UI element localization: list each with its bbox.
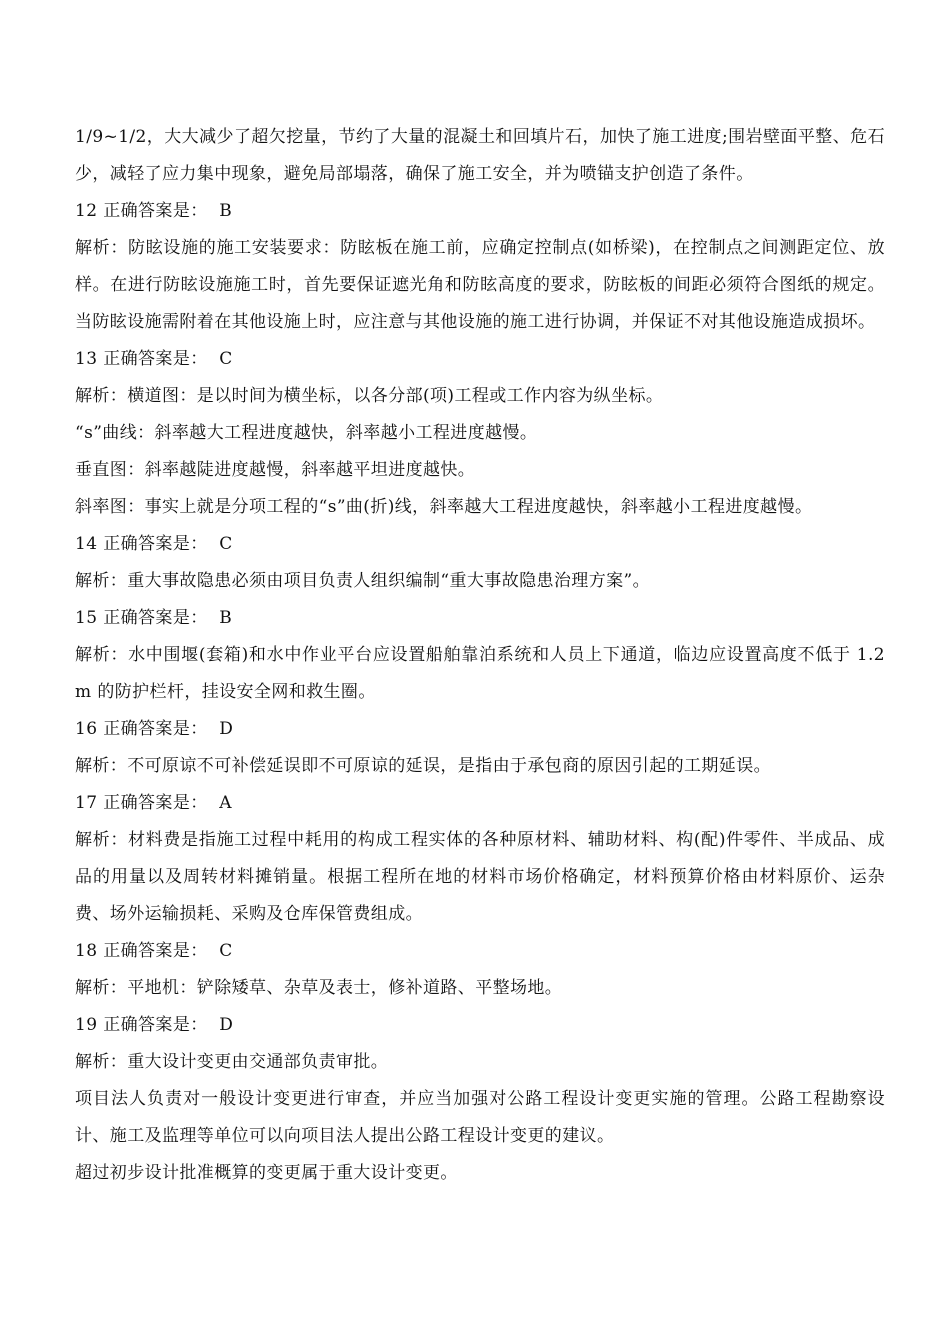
explanation-13-vertical-chart: 垂直图：斜率越陡进度越慢，斜率越平坦进度越快。 — [75, 460, 476, 480]
explanation-18: 解析：平地机：铲除矮草、杂草及表士，修补道路、平整场地。 — [75, 978, 563, 998]
answer-19: 19 正确答案是： D — [75, 1015, 234, 1035]
answer-18: 18 正确答案是： C — [75, 941, 233, 961]
explanation-17: 解析：材料费是指施工过程中耗用的构成工程实体的各种原材料、辅助材料、构(配)件零件、半成品、成品的用量以及周转材料摊销量。根据工程所在地的材料市场价格确定，材料预算价格由材料原价、运杂费、场外运输损耗、采购及仓库保管费组成。 — [75, 830, 885, 924]
answer-17: 17 正确答案是： A — [75, 793, 232, 813]
explanation-19-general-change: 项目法人负责对一般设计变更进行审查，并应当加强对公路工程设计变更实施的管理。公路工程勘察设计、施工及监理等单位可以向项目法人提出公路工程设计变更的建议。 — [75, 1089, 885, 1146]
explanation-15: 解析：水中围堰(套箱)和水中作业平台应设置船舶靠泊系统和人员上下通道，临边应设置高度不低于 1.2m 的防护栏杆，挂设安全网和救生圈。 — [75, 645, 885, 702]
explanation-19-major-change: 超过初步设计批准概算的变更属于重大设计变更。 — [75, 1163, 458, 1183]
answer-14: 14 正确答案是： C — [75, 534, 233, 554]
explanation-14: 解析：重大事故隐患必须由项目负责人组织编制“重大事故隐患治理方案”。 — [75, 571, 650, 591]
answer-12: 12 正确答案是： B — [75, 201, 233, 221]
answer-13: 13 正确答案是： C — [75, 349, 233, 369]
explanation-19: 解析：重大设计变更由交通部负责审批。 — [75, 1052, 389, 1072]
answer-15: 15 正确答案是： B — [75, 608, 233, 628]
paragraph-explanation-11-cont: 1/9~1/2，大大减少了超欠挖量，节约了大量的混凝土和回填片石，加快了施工进度;围岩壁面平整、危石少，减轻了应力集中现象，避免局部塌落，确保了施工安全，并为喷锚支护创造了条件。 — [75, 127, 885, 184]
explanation-13-slope-chart: 斜率图：事实上就是分项工程的“s”曲(折)线，斜率越大工程进度越快，斜率越小工程进度越慢。 — [75, 497, 813, 517]
explanation-13-bar-chart: 解析：横道图：是以时间为横坐标，以各分部(项)工程或工作内容为纵坐标。 — [75, 386, 664, 406]
answer-16: 16 正确答案是： D — [75, 719, 234, 739]
explanation-13-s-curve: “s”曲线：斜率越大工程进度越快，斜率越小工程进度越慢。 — [75, 423, 538, 443]
explanation-16: 解析：不可原谅不可补偿延误即不可原谅的延误，是指由于承包商的原因引起的工期延误。 — [75, 756, 771, 776]
explanation-12: 解析：防眩设施的施工安装要求：防眩板在施工前，应确定控制点(如桥梁)，在控制点之间测距定位、放样。在进行防眩设施施工时，首先要保证遮光角和防眩高度的要求，防眩板的间距必须符合图纸的规定。当防眩设施需附着在其他设施上时，应注意与其他设施的施工进行协调，并保证不对其他设施造成损坏。 — [75, 238, 885, 332]
document-page — [75, 119, 885, 1192]
